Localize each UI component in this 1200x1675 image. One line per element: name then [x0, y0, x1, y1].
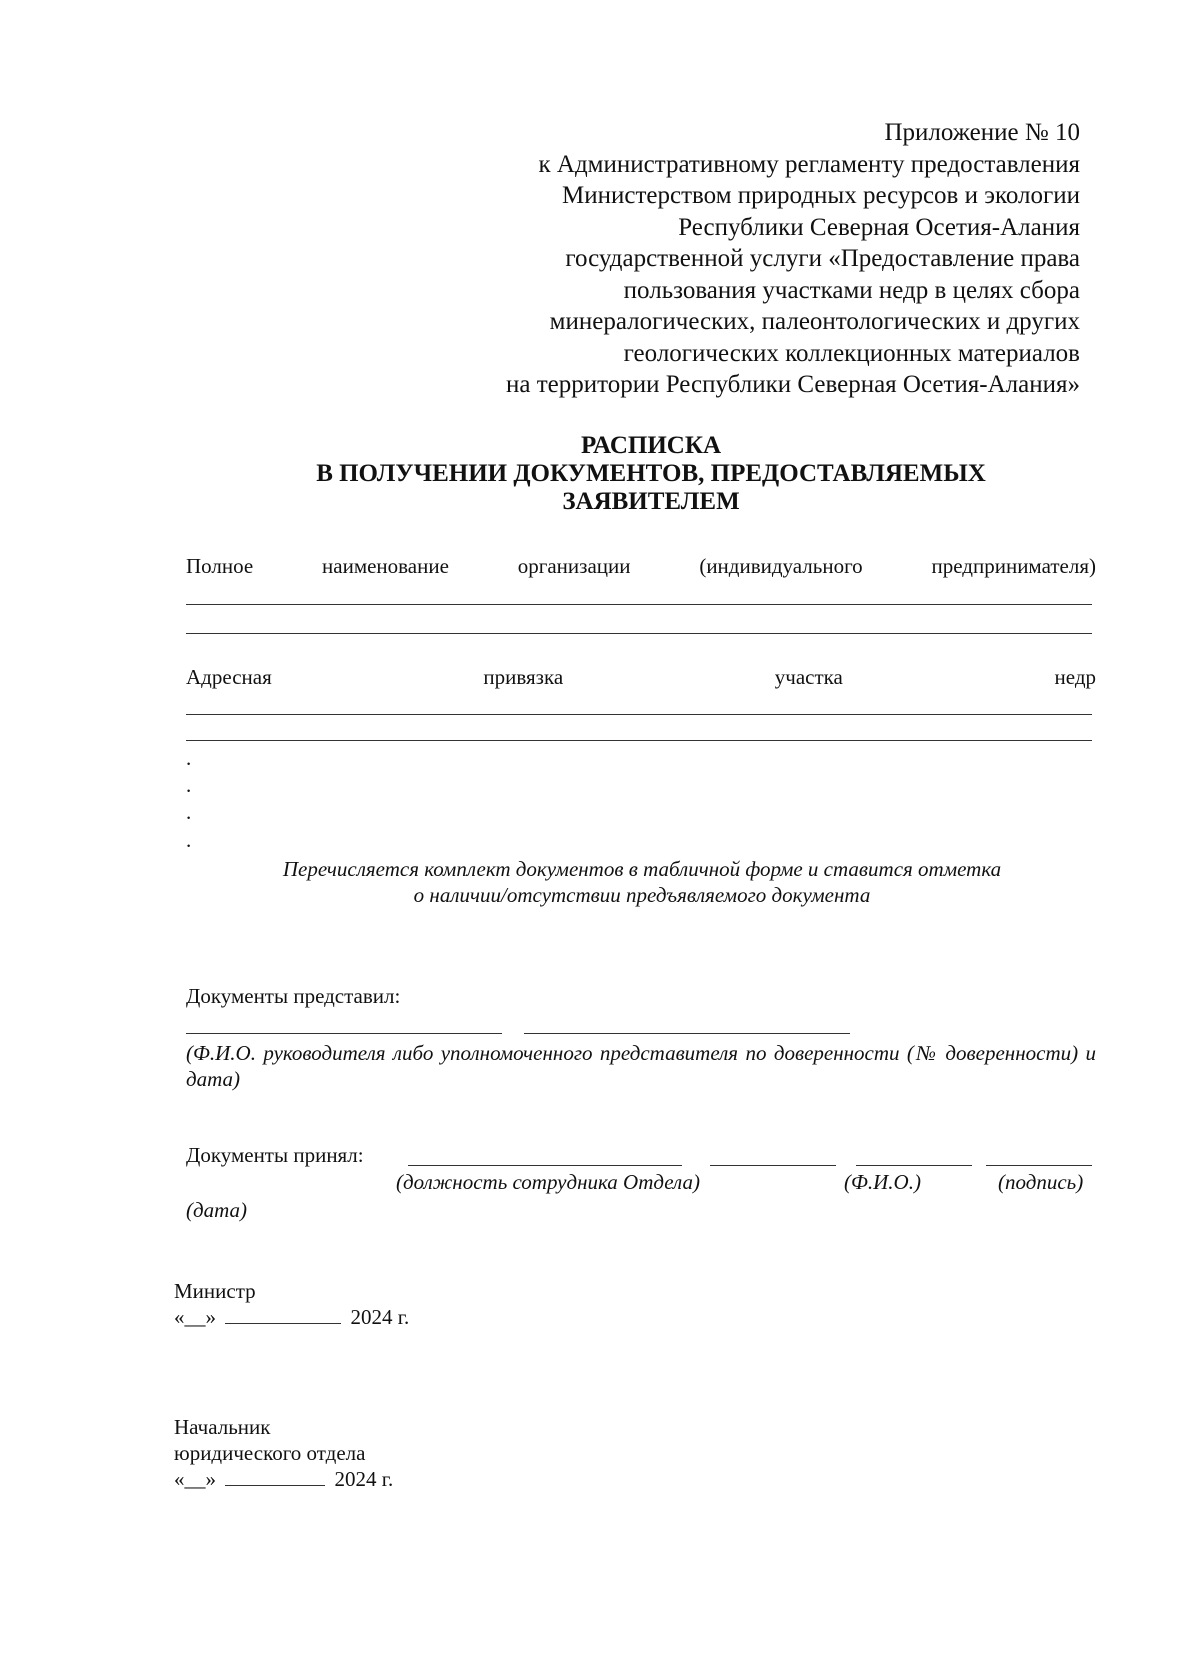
address-word: Адресная — [186, 665, 272, 689]
list-bullet: . — [186, 800, 192, 824]
org-name-word: Полное — [186, 554, 254, 578]
address-line-1 — [186, 714, 1092, 715]
title-line: В ПОЛУЧЕНИИ ДОКУМЕНТОВ, ПРЕДОСТАВЛЯЕМЫХ — [316, 460, 986, 487]
accepted-signature-line — [856, 1165, 972, 1166]
title-line: ЗАЯВИТЕЛЕМ — [562, 488, 740, 515]
documents-note — [0, 856, 1200, 908]
legal-head-block — [174, 1414, 393, 1492]
annex-line: Министерством природных ресурсов и экологии — [562, 182, 1080, 209]
date-year: 2024 г. — [350, 1305, 410, 1329]
submitted-name-line — [186, 1033, 502, 1034]
legal-head-date — [174, 1466, 393, 1492]
minister-block — [174, 1278, 409, 1330]
list-bullet: . — [186, 773, 192, 797]
address-word: привязка — [483, 665, 564, 689]
document-title — [0, 432, 1200, 516]
caption-position: (должность сотрудника Отдела) — [396, 1170, 700, 1194]
minister-title: Министр — [174, 1279, 256, 1303]
accepted-fio-line — [710, 1165, 836, 1166]
org-name-word: предпринимателя) — [931, 554, 1096, 578]
org-name-label — [186, 554, 1096, 578]
date-day-month: «__» — [174, 1467, 216, 1491]
note-line: Перечисляется комплект документов в табличной форме и ставится отметка — [282, 857, 1002, 881]
org-name-line-1 — [186, 604, 1092, 605]
legal-head-title: Начальник — [174, 1415, 271, 1439]
annex-line: пользования участками недр в целях сбора — [623, 276, 1080, 304]
date-blank — [225, 1307, 341, 1324]
annex-line: к Административному регламенту предоставления — [538, 150, 1080, 178]
address-word: участка — [774, 665, 843, 689]
accepted-position-line — [408, 1165, 682, 1166]
org-name-word: наименование — [322, 554, 449, 578]
minister-date — [174, 1304, 409, 1330]
annex-line: на территории Республики Северная Осетия-Алания» — [505, 371, 1080, 398]
annex-header — [506, 117, 1080, 401]
accepted-date-line — [986, 1165, 1092, 1166]
address-word: недр — [1054, 665, 1096, 689]
accepted-label: Документы принял: — [186, 1143, 364, 1167]
org-name-line-2 — [186, 633, 1092, 634]
caption-date: (дата) — [186, 1198, 248, 1222]
submitted-date-line — [524, 1033, 850, 1034]
annex-line: Приложение № 10 — [884, 119, 1080, 146]
submitted-caption: (Ф.И.О. руководителя либо уполномоченного представителя по доверенности (№ доверенности) и дата) — [186, 1041, 1096, 1091]
legal-head-title: юридического отдела — [174, 1441, 366, 1465]
list-bullet: . — [186, 828, 192, 852]
submitted-label: Документы представил: — [186, 984, 401, 1008]
annex-line: минералогических, палеонтологических и других — [549, 308, 1080, 335]
list-bullet: . — [186, 746, 192, 770]
address-label — [186, 665, 1096, 689]
org-name-word: организации — [517, 554, 631, 578]
caption-signature: (подпись) — [998, 1170, 1084, 1194]
annex-line: Республики Северная Осетия-Алания — [678, 213, 1080, 241]
caption-fio: (Ф.И.О.) — [844, 1170, 921, 1194]
title-line: РАСПИСКА — [580, 432, 722, 459]
annex-line: геологических коллекционных материалов — [623, 339, 1080, 367]
date-blank — [225, 1469, 325, 1486]
annex-line: государственной услуги «Предоставление права — [565, 245, 1080, 272]
date-day-month: «__» — [174, 1305, 216, 1329]
org-name-word: (индивидуального — [699, 554, 863, 578]
date-year: 2024 г. — [334, 1467, 394, 1491]
address-line-2 — [186, 740, 1092, 741]
note-line: о наличии/отсутствии предъявляемого документа — [413, 883, 871, 907]
